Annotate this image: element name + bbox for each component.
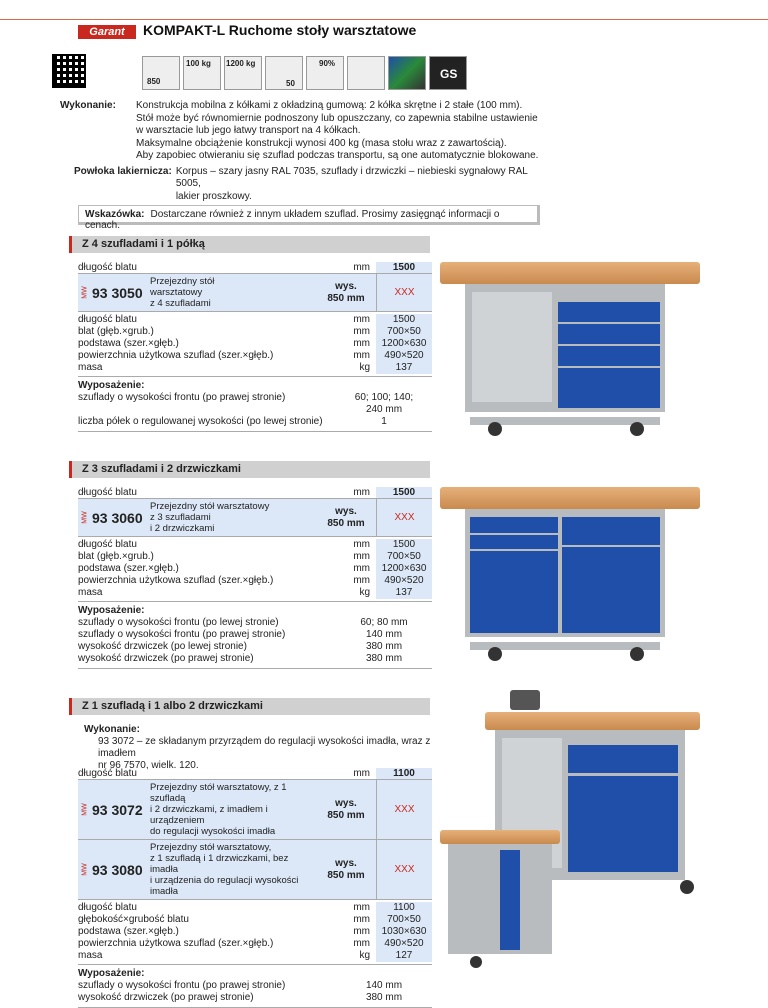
spec-row — [78, 938, 432, 950]
spec-label: masa — [78, 950, 103, 961]
qr-code-icon — [52, 54, 86, 88]
equipment-block — [78, 377, 432, 432]
spec-value: 1030×630 — [376, 926, 432, 938]
spec-value: 137 — [376, 362, 432, 374]
spec-value: 127 — [376, 950, 432, 962]
coating-lines — [176, 166, 540, 204]
height-line: wys. — [335, 505, 357, 517]
intro-lines — [136, 100, 538, 163]
equipment-text: wysokość drzwiczek (po lewej stronie) — [78, 641, 247, 652]
spec-label: długość blatu — [78, 902, 137, 913]
spec-unit: mm — [353, 314, 370, 325]
spec-row — [78, 926, 432, 938]
desc-line: z 3 szufladami — [150, 512, 211, 523]
spec-unit: mm — [353, 326, 370, 337]
workbench-image-vise — [440, 690, 710, 980]
product-row — [78, 499, 432, 537]
product-height — [316, 281, 376, 305]
spec-label: blat (głęb.×grub.) — [78, 326, 154, 337]
spec-unit: mm — [353, 551, 370, 562]
header-rule — [0, 19, 768, 20]
ms-badge: MW — [81, 863, 89, 876]
gs-certification-icon: GS — [429, 56, 467, 90]
spec-value: 1100 — [376, 902, 432, 914]
desc-line: i 2 drzwiczkami, z imadłem i urządzeniem — [150, 804, 268, 826]
equipment-row — [78, 653, 432, 665]
height-line: 850 mm — [327, 292, 365, 304]
product-description — [150, 499, 316, 536]
page-title: KOMPAKT-L Ruchome stoły warsztatowe — [143, 22, 417, 38]
desc-line: Przejezdny stół warsztatowy, z 1 szufladą — [150, 782, 287, 804]
spec-table — [78, 262, 432, 432]
spec-unit: mm — [353, 338, 370, 349]
desc-line: z 1 szufladą i 1 drzwiczkami, bez imadła — [150, 853, 289, 875]
intro-description: Wykonanie: Konstrukcja mobilna z kółkami z okładziną gumową: 2 kółka skrętne i 2 stałe (100 mm). Stół może być równomiernie podnoszony lub opuszczany, co zapewnia stabilne ustawienie w warsztacie lub jego łatwy transport na 4 kółkach. Maksymalne obciążenie konstrukcji wynosi 400 kg (masa stołu wraz z zawartością). Aby zapobiec otwieraniu się szuflad podczas transportu, są one automatycznie blokowane. Powłoka lakiernicza: Korpus – szary jasny RAL 7035, szuflady i drzwiczki – niebieski sygnałowy RAL 5005, lakier proszkowy. — [60, 100, 539, 202]
equipment-label: Wyposażenie: — [78, 605, 145, 616]
brand-logo: Garant — [78, 25, 136, 39]
spec-value: 700×50 — [376, 914, 432, 926]
desc-line: z 4 szufladami — [150, 298, 211, 309]
spec-unit: mm — [353, 938, 370, 949]
equipment-value: 240 mm — [365, 404, 403, 415]
spec-label: podstawa (szer.×głęb.) — [78, 563, 179, 574]
height-line: wys. — [335, 857, 357, 869]
equipment-row — [78, 404, 432, 416]
equipment-label: Wyposażenie: — [78, 968, 145, 979]
text-line: lakier proszkowy. — [175, 190, 252, 202]
text-line: Aby zapobiec otwieraniu się szuflad podczas transportu, są one automatycznie blokowane. — [136, 150, 539, 161]
spec-table — [78, 768, 432, 1008]
spec-unit: kg — [359, 362, 370, 373]
spec-label: głębokość×grubość blatu — [78, 914, 189, 925]
spec-value: 490×520 — [376, 575, 432, 587]
spec-lines — [78, 537, 432, 602]
spec-unit: mm — [353, 575, 370, 586]
desc-line: Przejezdny stół warsztatowy — [150, 501, 270, 512]
product-price: XXX — [376, 780, 432, 839]
spec-row — [78, 950, 432, 962]
text-line: Korpus – szary jasny RAL 7035, szuflady i drzwiczki – niebieski sygnałowy RAL 5005, — [175, 165, 528, 189]
ms-badge: MW — [81, 286, 89, 299]
product-description — [150, 274, 316, 311]
product-number: 93 3080 — [92, 861, 143, 878]
equipment-value: 380 mm — [365, 992, 403, 1003]
equipment-row — [78, 416, 432, 428]
product-number: 93 3072 — [92, 801, 143, 818]
height-line: 850 mm — [327, 809, 365, 821]
spec-row — [78, 539, 432, 551]
header-unit: mm — [353, 487, 370, 498]
equipment-text: szuflady o wysokości frontu (po prawej stronie) — [78, 980, 286, 991]
spec-row — [78, 575, 432, 587]
desc-line: warsztatowy — [150, 287, 203, 298]
table-header-row — [78, 768, 432, 780]
product-description — [150, 780, 316, 839]
spec-value: 1500 — [376, 539, 432, 551]
equipment-value: 380 mm — [365, 653, 403, 664]
feature-icons — [142, 56, 467, 90]
spec-label: blat (głęb.×grub.) — [78, 551, 154, 562]
spec-unit: mm — [353, 539, 370, 550]
product-description — [150, 840, 316, 899]
spec-row — [78, 563, 432, 575]
text-line: nr 96 7570, wielk. 120. — [98, 760, 199, 771]
desc-line: i urządzenia do regulacji wysokości imadła — [150, 875, 299, 897]
spec-label: masa — [78, 362, 103, 373]
spec-row — [78, 314, 432, 326]
variant-note: Wykonanie: 93 3072 – ze składanym przyrządem do regulacji wysokości imadła, wraz z imadłem nr 96 7570, wielk. 120. — [84, 724, 434, 772]
spec-row — [78, 902, 432, 914]
text-line: Stół może być równomiernie podnoszony lub opuszczany, co zapewnia stabilne ustawienie — [136, 112, 538, 124]
load-icon: 100 kg — [183, 56, 221, 90]
worktop-icon: 50 — [265, 56, 303, 90]
spec-table — [78, 487, 432, 669]
product-row — [78, 780, 432, 840]
equipment-row — [78, 392, 432, 404]
equipment-text: liczba półek o regulowanej wysokości (po lewej stronie) — [78, 416, 323, 427]
spec-row — [78, 551, 432, 563]
ms-badge: MW — [81, 511, 89, 524]
color-swatch-icon — [388, 56, 426, 90]
spec-label: podstawa (szer.×głęb.) — [78, 338, 179, 349]
equipment-text: szuflady o wysokości frontu (po prawej stronie) — [78, 392, 286, 403]
extension-icon: 90% — [306, 56, 344, 90]
spec-value: 1500 — [376, 314, 432, 326]
header-unit: mm — [353, 262, 370, 273]
equipment-text: szuflady o wysokości frontu (po lewej stronie) — [78, 617, 279, 628]
product-row — [78, 840, 432, 900]
header-label: długość blatu — [78, 262, 137, 273]
equipment-row — [78, 629, 432, 641]
desc-line: do regulacji wysokości imadła — [150, 826, 276, 837]
section-title: Z 1 szufladą i 1 albo 2 drzwiczkami — [69, 698, 430, 715]
product-price: XXX — [376, 274, 432, 311]
spec-value: 490×520 — [376, 350, 432, 362]
product-height — [316, 858, 376, 882]
equipment-value: 140 mm — [365, 980, 403, 991]
workbench-image-4-drawers — [440, 262, 700, 442]
spec-label: podstawa (szer.×głęb.) — [78, 926, 179, 937]
header-unit: mm — [353, 768, 370, 779]
equipment-row — [78, 641, 432, 653]
spec-unit: mm — [353, 926, 370, 937]
table-header-row — [78, 262, 432, 274]
spec-row — [78, 362, 432, 374]
dimension-icon: 850 — [142, 56, 180, 90]
product-price: XXX — [376, 499, 432, 536]
spec-unit: mm — [353, 350, 370, 361]
spec-unit: mm — [353, 902, 370, 913]
equipment-value: 380 mm — [365, 641, 403, 652]
height-line: 850 mm — [327, 869, 365, 881]
equipment-row — [78, 617, 432, 629]
equipment-value: 60; 80 mm — [360, 617, 408, 628]
load-max-icon: 1200 kg — [224, 56, 262, 90]
spec-unit: mm — [353, 563, 370, 574]
spec-row — [78, 338, 432, 350]
equipment-value: 60; 100; 140; — [354, 392, 414, 403]
spec-label: długość blatu — [78, 539, 137, 550]
product-row — [78, 274, 432, 312]
equipment-block — [78, 602, 432, 669]
spec-value: 137 — [376, 587, 432, 599]
height-line: wys. — [335, 797, 357, 809]
product-number: 93 3050 — [92, 284, 143, 301]
spec-value: 1200×630 — [376, 338, 432, 350]
product-price: XXX — [376, 840, 432, 899]
equipment-text: wysokość drzwiczek (po prawej stronie) — [78, 992, 254, 1003]
header-label: długość blatu — [78, 487, 137, 498]
ms-badge: MW — [81, 803, 89, 816]
equipment-text — [78, 404, 336, 416]
spec-label: powierzchnia użytkowa szuflad (szer.×głęb.) — [78, 350, 274, 361]
spec-label: długość blatu — [78, 314, 137, 325]
workbench-image-3-drawers — [440, 487, 700, 667]
spec-unit: kg — [359, 587, 370, 598]
spec-unit: mm — [353, 914, 370, 925]
spec-value: 700×50 — [376, 326, 432, 338]
spec-lines — [78, 900, 432, 965]
text-line: w warsztacie lub jego łatwy transport na 4 kółkach. — [136, 125, 361, 136]
equipment-text: wysokość drzwiczek (po prawej stronie) — [78, 653, 254, 664]
header-value: 1100 — [376, 768, 432, 779]
spec-lines — [78, 312, 432, 377]
equipment-value: 140 mm — [365, 629, 403, 640]
spec-unit: kg — [359, 950, 370, 961]
spec-value: 1200×630 — [376, 563, 432, 575]
spec-row — [78, 914, 432, 926]
equipment-label: Wyposażenie: — [78, 380, 145, 391]
height-line: wys. — [335, 280, 357, 292]
spec-row — [78, 350, 432, 362]
spec-label: powierzchnia użytkowa szuflad (szer.×głęb.) — [78, 938, 274, 949]
text-line: Konstrukcja mobilna z kółkami z okładziną gumową: 2 kółka skrętne i 2 stałe (100 mm). — [136, 100, 523, 111]
header-value: 1500 — [376, 262, 432, 273]
desc-line: Przejezdny stół — [150, 276, 215, 287]
spec-label: masa — [78, 587, 103, 598]
equipment-value: 1 — [381, 416, 387, 427]
equipment-block — [78, 965, 432, 1008]
height-line: 850 mm — [327, 517, 365, 529]
section-title: Z 4 szufladami i 1 półką — [69, 236, 430, 253]
hint-box: Wskazówka: Dostarczane również z innym układem szuflad. Prosimy zasięgnąć informacji o cenach. — [78, 205, 540, 225]
product-height — [316, 798, 376, 822]
spec-row — [78, 326, 432, 338]
spec-row — [78, 587, 432, 599]
equipment-text: szuflady o wysokości frontu (po prawej stronie) — [78, 629, 286, 640]
spec-value: 700×50 — [376, 551, 432, 563]
header-value: 1500 — [376, 487, 432, 498]
header-label: długość blatu — [78, 768, 137, 779]
product-number: 93 3060 — [92, 509, 143, 526]
table-header-row — [78, 487, 432, 499]
text-line: 93 3072 – ze składanym przyrządem do regulacji wysokości imadła, wraz z imadłem — [98, 736, 431, 759]
text-line: Maksymalne obciążenie konstrukcji wynosi 400 kg (masa stołu wraz z zawartością). — [136, 137, 507, 149]
lock-icon — [347, 56, 385, 90]
equipment-row — [78, 980, 432, 992]
product-height — [316, 506, 376, 530]
desc-line: Przejezdny stół warsztatowy, — [150, 842, 272, 853]
section-title: Z 3 szufladami i 2 drzwiczkami — [69, 461, 430, 478]
spec-label: powierzchnia użytkowa szuflad (szer.×głęb.) — [78, 575, 274, 586]
spec-value: 490×520 — [376, 938, 432, 950]
desc-line: i 2 drzwiczkami — [150, 523, 215, 534]
